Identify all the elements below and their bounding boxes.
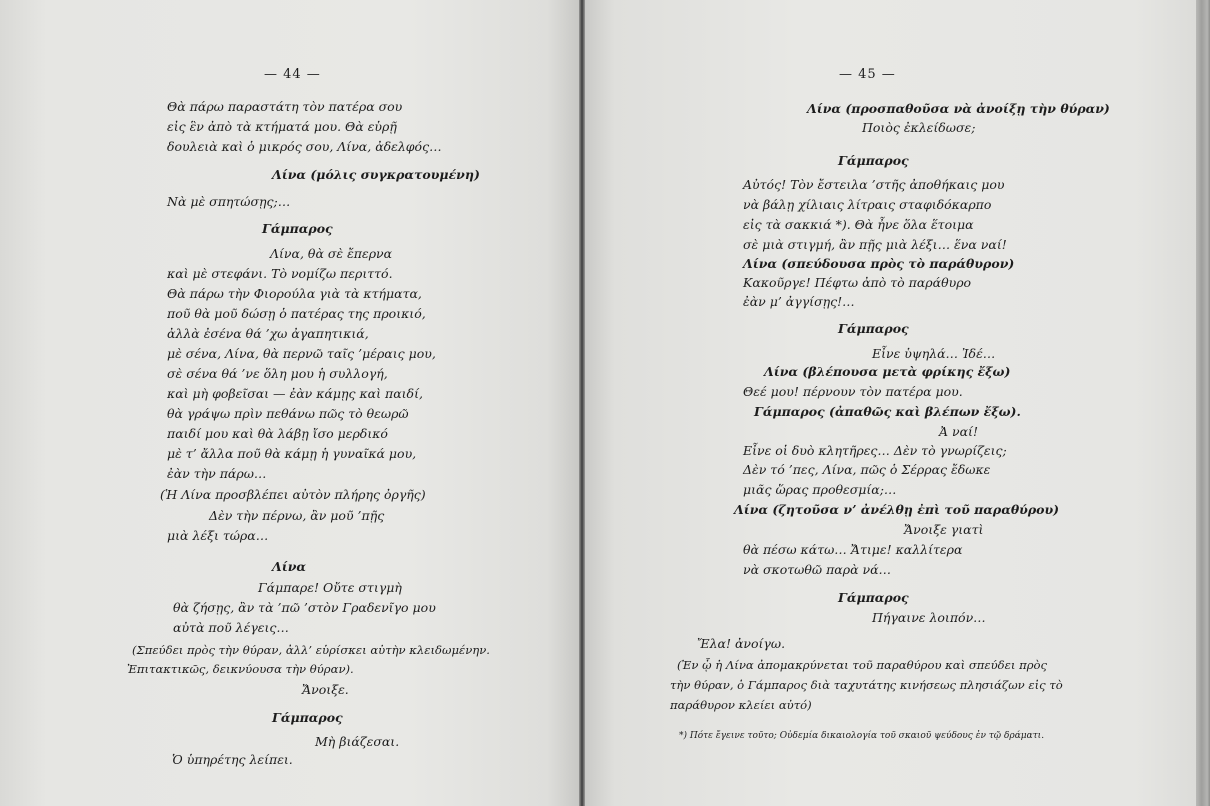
text-line: δουλειὰ καὶ ὁ μικρός σου, Λίνα, ἀδελφός… <box>167 139 442 154</box>
text-line: Λίνα, θὰ σὲ ἔπερνα <box>270 246 393 261</box>
text-line: Αὐτός! Τὸν ἔστειλα ’στῆς ἀποθήκαις μου <box>743 177 1005 192</box>
stage-direction: τὴν θύραν, ὁ Γάμπαρος διὰ ταχυτάτης κινήσεως πλησιάζων εἰς τὸ <box>670 678 1063 692</box>
text-line: θὰ ζήσῃς, ἂν τὰ ’πῶ ’στὸν Γραδενῖγο μου <box>173 600 436 615</box>
text-line: Πήγαινε λοιπόν… <box>872 610 986 625</box>
text-line: ἐὰν τὴν πάρω… <box>167 466 267 481</box>
speaker-heading: Γάμπαρος <box>838 153 909 168</box>
text-line: Ἄνοιξε γιατὶ <box>904 522 984 537</box>
speaker-heading: Λίνα <box>272 559 307 574</box>
text-line: νὰ σκοτωθῶ παρὰ νά… <box>743 562 892 577</box>
text-line: Ἄνοιξε. <box>302 682 349 697</box>
text-line: Μὴ βιάζεσαι. <box>315 734 400 749</box>
speaker-heading: Γάμπαρος <box>262 221 333 236</box>
text-line: μιᾶς ὥρας προθεσμία;… <box>743 482 897 497</box>
text-line: Θεέ μου! πέρνουν τὸν πατέρα μου. <box>743 384 963 399</box>
text-line: θὰ πέσω κάτω… Ἄτιμε! καλλίτερα <box>743 542 963 557</box>
text-line: μιὰ λέξι τώρα… <box>167 528 269 543</box>
text-line: Εἶνε οἱ δυὸ κλητῆρες… Δὲν τὸ γνωρίζεις; <box>743 443 1007 458</box>
page-number: — 45 — <box>839 67 896 82</box>
text-line: μὲ τ’ ἄλλα ποῦ θὰ κάμῃ ἡ γυναῖκά μου, <box>167 446 417 461</box>
stage-direction: (Ἐν ᾧ ἡ Λίνα ἀπομακρύνεται τοῦ παραθύρου καὶ σπεύδει πρὸς <box>677 658 1047 672</box>
speaker-heading: Λίνα (βλέπουσα μετὰ φρίκης ἔξω) <box>764 364 1011 379</box>
speaker-heading: Λίνα (προσπαθοῦσα νὰ ἀνοίξῃ τὴν θύραν) <box>807 101 1110 116</box>
text-line: ἀλλὰ ἐσένα θά ’χω ἀγαπητικιά, <box>167 326 369 341</box>
page-number: — 44 — <box>264 67 321 82</box>
text-line: Γάμπαρε! Οὔτε στιγμὴ <box>258 580 402 595</box>
book-gutter <box>579 0 585 806</box>
text-line: σὲ μιὰ στιγμή, ἂν πῇς μιὰ λέξι… ἕνα ναί! <box>743 237 1007 252</box>
text-line: Θὰ πάρω παραστάτη τὸν πατέρα σου <box>167 99 403 114</box>
text-line: Κακοῦργε! Πέφτω ἀπὸ τὸ παράθυρο <box>743 275 972 290</box>
text-line: εἰς ἓν ἀπὸ τὰ κτήματά μου. Θὰ εὑρῇ <box>167 119 397 134</box>
speaker-heading: Λίνα (ζητοῦσα ν’ ἀνέλθῃ ἐπὶ τοῦ παραθύρου) <box>734 502 1060 517</box>
speaker-heading: Γάμπαρος (ἀπαθῶς καὶ βλέπων ἔξω). <box>754 404 1021 419</box>
text-line: μὲ σένα, Λίνα, θὰ περνῶ ταῖς ’μέραις μου, <box>167 346 436 361</box>
stage-direction: (Ἡ Λίνα προσβλέπει αὐτὸν πλήρης ὀργῆς) <box>160 487 426 502</box>
left-page <box>0 0 582 806</box>
text-line: καὶ μὲ στεφάνι. Τὸ νομίζω περιττό. <box>167 266 393 281</box>
text-line: καὶ μὴ φοβεῖσαι — ἐὰν κάμῃς καὶ παιδί, <box>167 386 423 401</box>
speaker-heading: Γάμπαρος <box>272 710 343 725</box>
text-line: Ἔλα! ἀνοίγω. <box>697 636 786 651</box>
speaker-line <box>743 256 1014 271</box>
text-line: αὐτὰ ποῦ λέγεις… <box>173 620 289 635</box>
text-line: θὰ γράψω πρὶν πεθάνω πῶς τὸ θεωρῶ <box>167 406 409 421</box>
text-line: νὰ βάλῃ χίλιαις λίτραις σταφιδόκαρπο <box>743 197 992 212</box>
text-line: Δὲν τό ’πες, Λίνα, πῶς ὁ Σέρρας ἔδωκε <box>743 462 991 477</box>
text-line: Δὲν τὴν πέρνω, ἂν μοῦ ’πῇς <box>209 508 385 523</box>
text-line: εἰς τὰ σακκιά *). Θὰ ἦνε ὅλα ἕτοιμα <box>743 217 974 232</box>
speaker-heading: Λίνα (μόλις συγκρατουμένη) <box>272 167 480 182</box>
text-line: Ἀ ναί! <box>939 424 978 439</box>
stage-direction: (Σπεύδει πρὸς τὴν θύραν, ἀλλ’ εὑρίσκει αὐτὴν κλειδωμένην. <box>132 643 490 657</box>
text-line: Νὰ μὲ σπητώσῃς;… <box>167 194 291 209</box>
text-line: Ποιὸς ἐκλείδωσε; <box>862 120 976 135</box>
text-line: Θὰ πάρω τὴν Φιορούλα γιὰ τὰ κτήματα, <box>167 286 422 301</box>
right-page <box>584 0 1196 806</box>
page-edges <box>1196 0 1210 806</box>
stage-direction: Ὁ ὑπηρέτης λείπει. <box>172 752 293 767</box>
speaker-heading: Λίνα (σπεύδουσα πρὸς τὸ παράθυρον) <box>743 256 1015 271</box>
stage-direction: Ἐπιτακτικῶς, δεικνύουσα τὴν θύραν). <box>127 662 354 676</box>
footnote: *) Πότε ἔγεινε τοῦτο; Οὐδεμία δικαιολογία τοῦ σκαιοῦ ψεύδους ἐν τῷ δράματι. <box>679 731 1045 741</box>
speaker-heading: Γάμπαρος <box>838 321 909 336</box>
text-line: ποῦ θὰ μοῦ δώσῃ ὁ πατέρας της προικιό, <box>167 306 426 321</box>
text-line: Εἶνε ὑψηλά… Ἰδέ… <box>872 346 996 361</box>
text-line: παιδί μου καὶ θὰ λάβῃ ἴσο μερδικό <box>167 426 388 441</box>
text-line: ἐὰν μ’ ἀγγίσῃς!… <box>743 294 855 309</box>
speaker-heading: Γάμπαρος <box>838 590 909 605</box>
stage-direction: παράθυρον κλείει αὐτό) <box>670 698 812 712</box>
text-line: σὲ σένα θά ’νε ὅλη μου ἡ συλλογή, <box>167 366 388 381</box>
